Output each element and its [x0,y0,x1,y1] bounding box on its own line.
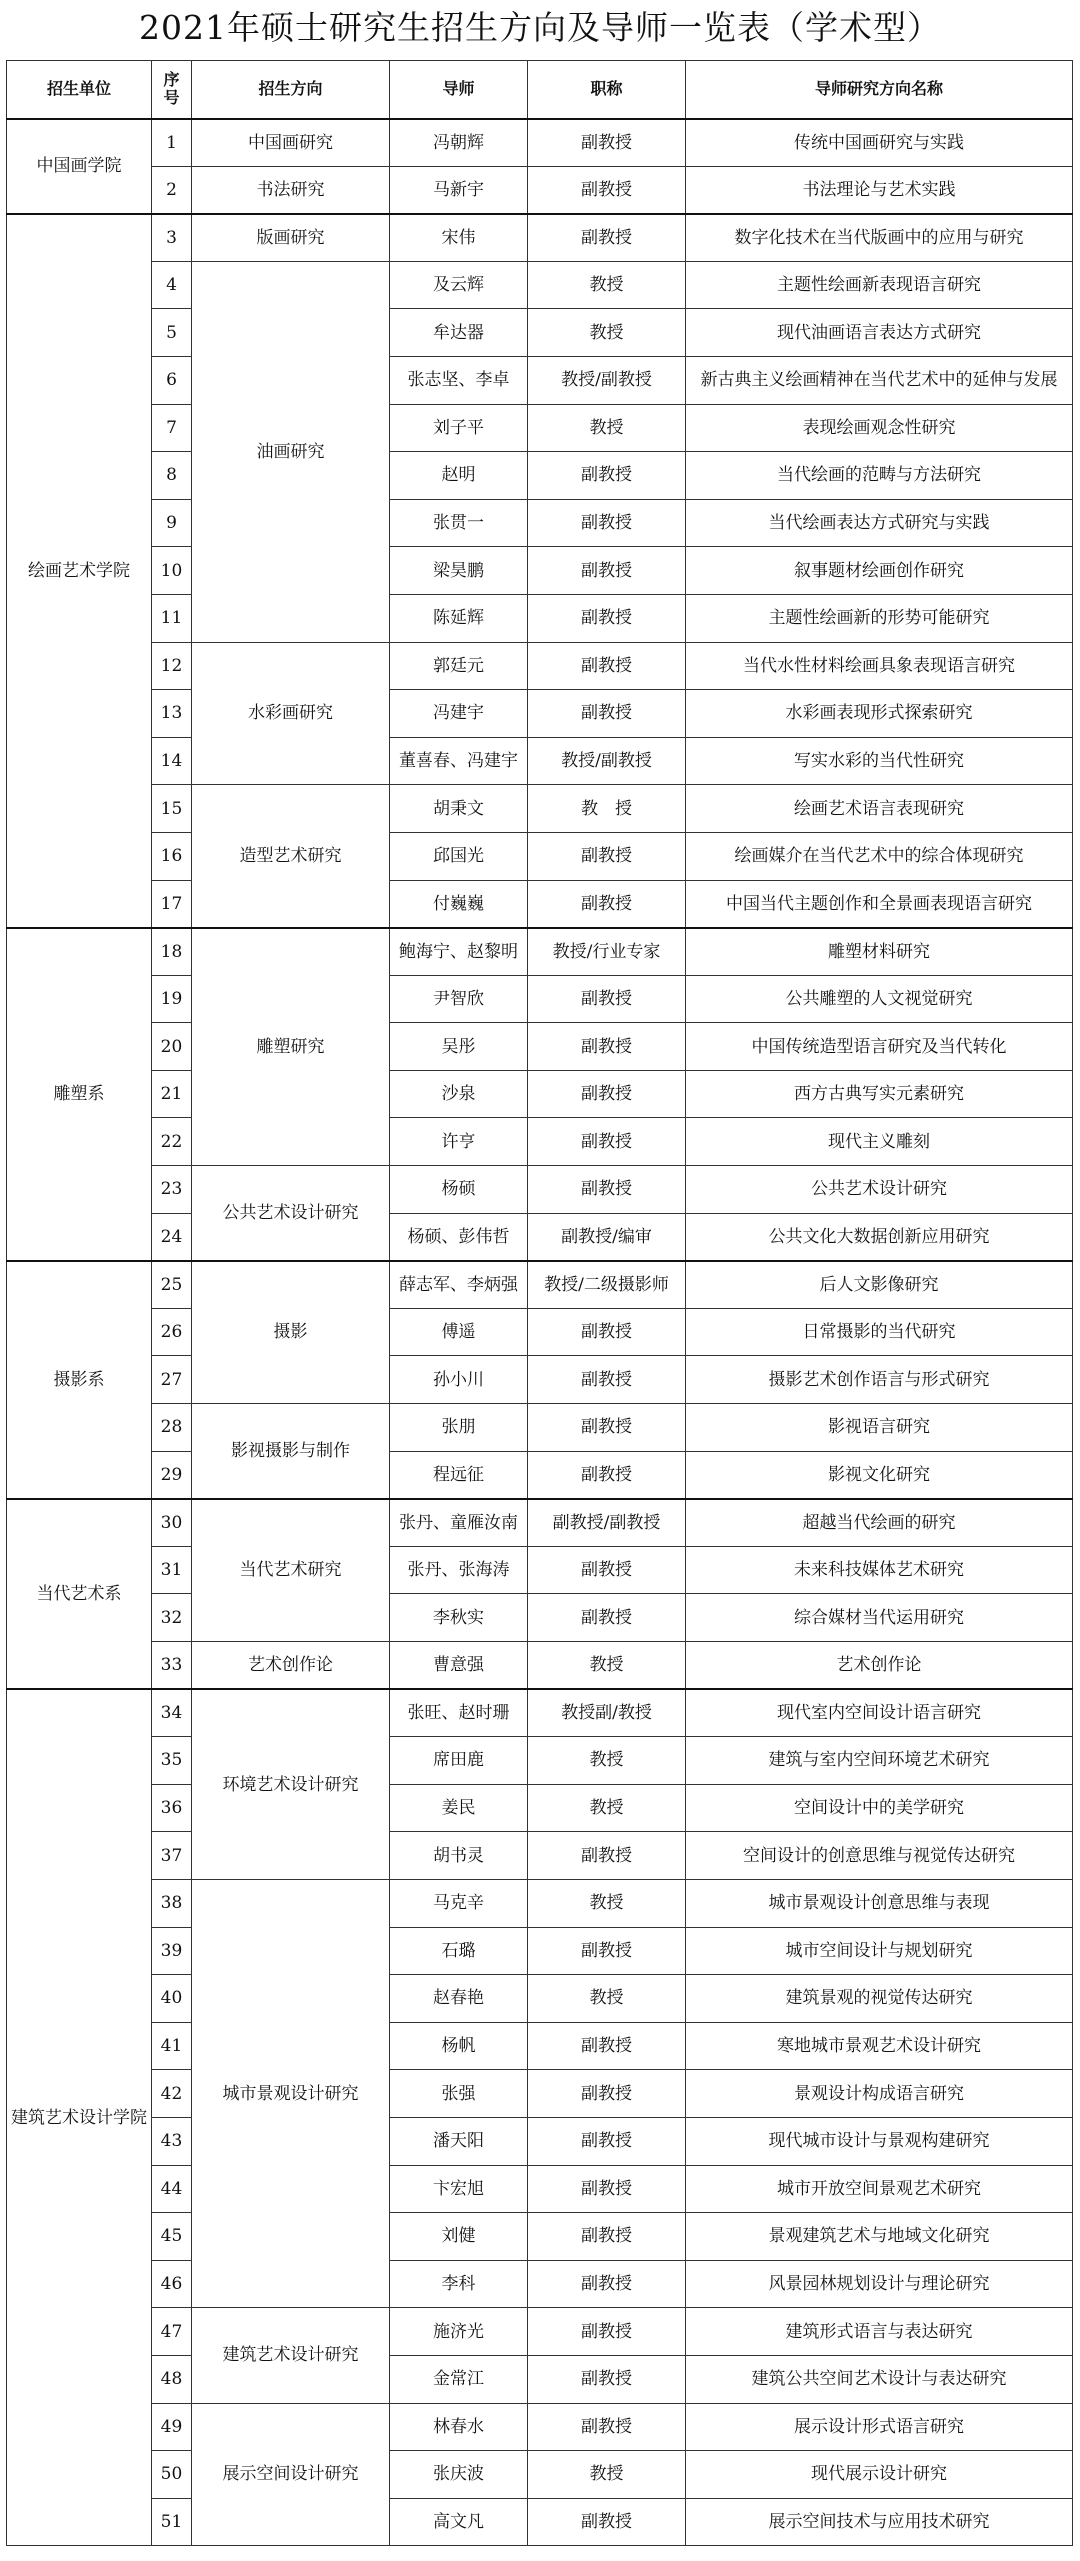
seq-cell: 31 [152,1546,192,1594]
direction-cell: 摄影 [192,1261,390,1404]
table-row [7,309,1073,357]
table-row [7,1689,1073,1737]
rank-cell: 副教授 [528,2213,686,2261]
rank-cell: 副教授 [528,2403,686,2451]
rank-cell: 副教授 [528,1166,686,1214]
seq-cell: 38 [152,1879,192,1927]
seq-cell: 36 [152,1784,192,1832]
seq-cell: 6 [152,356,192,404]
advisor-cell: 卞宏旭 [390,2165,528,2213]
seq-cell: 19 [152,975,192,1023]
advisor-cell: 赵春艳 [390,1975,528,2023]
research-cell: 现代室内空间设计语言研究 [686,1689,1073,1737]
advisor-cell: 沙泉 [390,1070,528,1118]
seq-cell: 18 [152,928,192,976]
rank-cell: 副教授 [528,2117,686,2165]
table-row [7,1784,1073,1832]
seq-cell: 32 [152,1594,192,1642]
rank-cell: 教授/行业专家 [528,928,686,976]
table-row [7,214,1073,262]
research-cell: 表现绘画观念性研究 [686,404,1073,452]
research-cell: 数字化技术在当代版画中的应用与研究 [686,214,1073,262]
seq-cell: 14 [152,737,192,785]
advisor-cell: 李科 [390,2260,528,2308]
advisor-cell: 张丹、张海涛 [390,1546,528,1594]
advisor-cell: 潘天阳 [390,2117,528,2165]
research-cell: 摄影艺术创作语言与形式研究 [686,1356,1073,1404]
advisor-cell: 薛志军、李炳强 [390,1261,528,1309]
research-cell: 书法理论与艺术实践 [686,166,1073,214]
table-row [7,928,1073,976]
seq-cell: 9 [152,499,192,547]
table-row [7,1594,1073,1642]
rank-cell: 副教授 [528,880,686,928]
seq-cell: 1 [152,119,192,167]
seq-cell: 50 [152,2451,192,2499]
seq-cell: 11 [152,594,192,642]
rank-cell: 副教授 [528,1308,686,1356]
seq-cell: 28 [152,1404,192,1452]
rank-cell: 副教授 [528,690,686,738]
seq-cell: 29 [152,1451,192,1499]
rank-cell: 副教授 [528,832,686,880]
rank-cell: 教授副/教授 [528,1689,686,1737]
research-cell: 水彩画表现形式探索研究 [686,690,1073,738]
advisor-cell: 张强 [390,2070,528,2118]
advisor-cell: 尹智欣 [390,975,528,1023]
research-cell: 叙事题材绘画创作研究 [686,547,1073,595]
seq-cell: 23 [152,1166,192,1214]
rank-cell: 副教授 [528,1927,686,1975]
seq-cell: 42 [152,2070,192,2118]
advisor-cell: 李秋实 [390,1594,528,1642]
seq-cell: 49 [152,2403,192,2451]
research-cell: 绘画艺术语言表现研究 [686,785,1073,833]
research-cell: 当代绘画的范畴与方法研究 [686,452,1073,500]
table-row [7,1118,1073,1166]
rank-cell: 副教授/副教授 [528,1499,686,1547]
research-cell: 绘画媒介在当代艺术中的综合体现研究 [686,832,1073,880]
rank-cell: 副教授 [528,1023,686,1071]
direction-cell: 建筑艺术设计研究 [192,2308,390,2403]
research-cell: 当代水性材料绘画具象表现语言研究 [686,642,1073,690]
advisor-cell: 傅遥 [390,1308,528,1356]
rank-cell: 副教授 [528,214,686,262]
research-cell: 风景园林规划设计与理论研究 [686,2260,1073,2308]
rank-cell: 教授/二级摄影师 [528,1261,686,1309]
advisor-cell: 施济光 [390,2308,528,2356]
header-seq: 序号 [152,61,192,119]
research-cell: 中国当代主题创作和全景画表现语言研究 [686,880,1073,928]
table-row [7,594,1073,642]
rank-cell: 副教授 [528,2355,686,2403]
rank-cell: 副教授/编审 [528,1213,686,1261]
table-row [7,1451,1073,1499]
seq-cell: 25 [152,1261,192,1309]
research-cell: 建筑形式语言与表达研究 [686,2308,1073,2356]
direction-cell: 城市景观设计研究 [192,1879,390,2307]
table-row [7,166,1073,214]
seq-cell: 24 [152,1213,192,1261]
research-cell: 后人文影像研究 [686,1261,1073,1309]
research-cell: 城市开放空间景观艺术研究 [686,2165,1073,2213]
rank-cell: 教授 [528,261,686,309]
seq-cell: 21 [152,1070,192,1118]
table-row [7,2117,1073,2165]
seq-cell: 46 [152,2260,192,2308]
research-cell: 现代主义雕刻 [686,1118,1073,1166]
advisor-cell: 石璐 [390,1927,528,1975]
seq-cell: 12 [152,642,192,690]
table-row [7,2213,1073,2261]
research-cell: 现代油画语言表达方式研究 [686,309,1073,357]
research-cell: 展示设计形式语言研究 [686,2403,1073,2451]
advisor-cell: 马新宇 [390,166,528,214]
advisor-cell: 高文凡 [390,2498,528,2546]
seq-cell: 30 [152,1499,192,1547]
research-cell: 寒地城市景观艺术设计研究 [686,2022,1073,2070]
direction-cell: 书法研究 [192,166,390,214]
unit-cell: 中国画学院 [7,119,152,214]
seq-cell: 26 [152,1308,192,1356]
research-cell: 当代绘画表达方式研究与实践 [686,499,1073,547]
rank-cell: 副教授 [528,452,686,500]
table-row [7,1261,1073,1309]
seq-cell: 27 [152,1356,192,1404]
rank-cell: 副教授 [528,594,686,642]
table-row [7,642,1073,690]
rank-cell: 副教授 [528,119,686,167]
seq-cell: 44 [152,2165,192,2213]
research-cell: 传统中国画研究与实践 [686,119,1073,167]
research-cell: 建筑公共空间艺术设计与表达研究 [686,2355,1073,2403]
research-cell: 空间设计的创意思维与视觉传达研究 [686,1832,1073,1880]
rank-cell: 副教授 [528,1832,686,1880]
seq-cell: 15 [152,785,192,833]
table-row [7,2403,1073,2451]
rank-cell: 副教授 [528,1070,686,1118]
research-cell: 公共艺术设计研究 [686,1166,1073,1214]
table-row [7,1975,1073,2023]
advisor-cell: 胡书灵 [390,1832,528,1880]
advisor-cell: 姜民 [390,1784,528,1832]
advisor-cell: 张旺、赵时珊 [390,1689,528,1737]
research-cell: 雕塑材料研究 [686,928,1073,976]
table-row [7,2355,1073,2403]
advisor-cell: 张庆波 [390,2451,528,2499]
rank-cell: 副教授 [528,1594,686,1642]
seq-cell: 22 [152,1118,192,1166]
rank-cell: 教授 [528,1642,686,1690]
direction-cell: 水彩画研究 [192,642,390,785]
table-row [7,2070,1073,2118]
seq-cell: 2 [152,166,192,214]
advisor-cell: 张贯一 [390,499,528,547]
table-row [7,1546,1073,1594]
rank-cell: 副教授 [528,642,686,690]
rank-cell: 副教授 [528,1118,686,1166]
rank-cell: 副教授 [528,2165,686,2213]
rank-cell: 副教授 [528,1546,686,1594]
rank-cell: 教授 [528,1737,686,1785]
seq-cell: 48 [152,2355,192,2403]
table-row [7,690,1073,738]
research-cell: 西方古典写实元素研究 [686,1070,1073,1118]
research-cell: 影视语言研究 [686,1404,1073,1452]
header-rank: 职称 [528,61,686,119]
seq-cell: 5 [152,309,192,357]
direction-cell: 造型艺术研究 [192,785,390,928]
advisor-cell: 陈延辉 [390,594,528,642]
research-cell: 建筑景观的视觉传达研究 [686,1975,1073,2023]
advisor-cell: 张志坚、李卓 [390,356,528,404]
advisor-cell: 孙小川 [390,1356,528,1404]
table-row [7,1308,1073,1356]
rank-cell: 副教授 [528,1404,686,1452]
unit-cell: 绘画艺术学院 [7,214,152,928]
direction-cell: 中国画研究 [192,119,390,167]
table-body [7,119,1073,2546]
advisor-cell: 刘子平 [390,404,528,452]
table-row [7,2308,1073,2356]
seq-cell: 33 [152,1642,192,1690]
rank-cell: 副教授 [528,499,686,547]
advisor-cell: 席田鹿 [390,1737,528,1785]
advisor-cell: 曹意强 [390,1642,528,1690]
research-cell: 公共文化大数据创新应用研究 [686,1213,1073,1261]
advisor-cell: 冯朝辉 [390,119,528,167]
advisor-table [6,60,1073,2546]
research-cell: 现代展示设计研究 [686,2451,1073,2499]
research-cell: 艺术创作论 [686,1642,1073,1690]
rank-cell: 教 授 [528,785,686,833]
direction-cell: 雕塑研究 [192,928,390,1166]
table-row [7,404,1073,452]
research-cell: 城市景观设计创意思维与表现 [686,1879,1073,1927]
seq-cell: 51 [152,2498,192,2546]
rank-cell: 教授 [528,1879,686,1927]
advisor-cell: 董喜春、冯建宇 [390,737,528,785]
rank-cell: 副教授 [528,1356,686,1404]
seq-cell: 45 [152,2213,192,2261]
research-cell: 空间设计中的美学研究 [686,1784,1073,1832]
rank-cell: 教授/副教授 [528,356,686,404]
table-row [7,2260,1073,2308]
seq-cell: 43 [152,2117,192,2165]
header-unit: 招生单位 [7,61,152,119]
rank-cell: 教授 [528,1784,686,1832]
table-row [7,785,1073,833]
research-cell: 建筑与室内空间环境艺术研究 [686,1737,1073,1785]
direction-cell: 当代艺术研究 [192,1499,390,1642]
rank-cell: 教授 [528,2451,686,2499]
table-row [7,261,1073,309]
page-title: 2021年硕士研究生招生方向及导师一览表（学术型） [139,8,941,47]
direction-cell: 版画研究 [192,214,390,262]
rank-cell: 教授 [528,309,686,357]
seq-cell: 47 [152,2308,192,2356]
table-row [7,1642,1073,1690]
research-cell: 日常摄影的当代研究 [686,1308,1073,1356]
seq-cell: 13 [152,690,192,738]
table-row [7,737,1073,785]
rank-cell: 教授 [528,1975,686,2023]
table-row [7,1927,1073,1975]
seq-cell: 16 [152,832,192,880]
research-cell: 中国传统造型语言研究及当代转化 [686,1023,1073,1071]
advisor-cell: 杨帆 [390,2022,528,2070]
seq-cell: 40 [152,1975,192,2023]
rank-cell: 副教授 [528,2022,686,2070]
advisor-cell: 程远征 [390,1451,528,1499]
rank-cell: 副教授 [528,1451,686,1499]
advisor-cell: 张丹、童雁汝南 [390,1499,528,1547]
rank-cell: 副教授 [528,166,686,214]
rank-cell: 副教授 [528,2308,686,2356]
direction-cell: 油画研究 [192,261,390,642]
advisor-cell: 及云辉 [390,261,528,309]
research-cell: 超越当代绘画的研究 [686,1499,1073,1547]
advisor-cell: 胡秉文 [390,785,528,833]
table-row [7,1404,1073,1452]
table-row [7,1879,1073,1927]
advisor-cell: 宋伟 [390,214,528,262]
seq-cell: 34 [152,1689,192,1737]
table-row [7,1356,1073,1404]
unit-cell: 当代艺术系 [7,1499,152,1689]
table-row [7,1737,1073,1785]
header-direction: 招生方向 [192,61,390,119]
seq-cell: 41 [152,2022,192,2070]
unit-cell: 建筑艺术设计学院 [7,1689,152,2546]
advisor-cell: 吴彤 [390,1023,528,1071]
table-row [7,499,1073,547]
table-row [7,2498,1073,2546]
table-row [7,832,1073,880]
table-row [7,880,1073,928]
advisor-cell: 许亨 [390,1118,528,1166]
seq-cell: 4 [152,261,192,309]
table-row [7,1832,1073,1880]
rank-cell: 副教授 [528,2070,686,2118]
seq-cell: 3 [152,214,192,262]
rank-cell: 副教授 [528,975,686,1023]
header-research: 导师研究方向名称 [686,61,1073,119]
table-row [7,975,1073,1023]
research-cell: 新古典主义绘画精神在当代艺术中的延伸与发展 [686,356,1073,404]
rank-cell: 教授 [528,404,686,452]
table-row [7,119,1073,167]
research-cell: 公共雕塑的人文视觉研究 [686,975,1073,1023]
advisor-cell: 杨硕、彭伟哲 [390,1213,528,1261]
table-row [7,547,1073,595]
table-row [7,1166,1073,1214]
advisor-cell: 牟达器 [390,309,528,357]
research-cell: 展示空间技术与应用技术研究 [686,2498,1073,2546]
advisor-cell: 林春水 [390,2403,528,2451]
research-cell: 主题性绘画新表现语言研究 [686,261,1073,309]
header-advisor: 导师 [390,61,528,119]
table-row [7,2165,1073,2213]
unit-cell: 摄影系 [7,1261,152,1499]
advisor-cell: 冯建宇 [390,690,528,738]
seq-cell: 35 [152,1737,192,1785]
research-cell: 影视文化研究 [686,1451,1073,1499]
seq-cell: 20 [152,1023,192,1071]
table-row [7,2022,1073,2070]
seq-cell: 7 [152,404,192,452]
table-row [7,2451,1073,2499]
advisor-cell: 付巍巍 [390,880,528,928]
table-row [7,1070,1073,1118]
table-row [7,452,1073,500]
rank-cell: 副教授 [528,2260,686,2308]
research-cell: 景观建筑艺术与地域文化研究 [686,2213,1073,2261]
advisor-cell: 张朋 [390,1404,528,1452]
table-row [7,1499,1073,1547]
unit-cell: 雕塑系 [7,928,152,1261]
research-cell: 主题性绘画新的形势可能研究 [686,594,1073,642]
direction-cell: 环境艺术设计研究 [192,1689,390,1879]
advisor-cell: 郭廷元 [390,642,528,690]
research-cell: 综合媒材当代运用研究 [686,1594,1073,1642]
advisor-cell: 梁昊鹏 [390,547,528,595]
research-cell: 写实水彩的当代性研究 [686,737,1073,785]
direction-cell: 影视摄影与制作 [192,1404,390,1499]
seq-cell: 37 [152,1832,192,1880]
direction-cell: 展示空间设计研究 [192,2403,390,2546]
table-row [7,356,1073,404]
table-row [7,1023,1073,1071]
advisor-cell: 赵明 [390,452,528,500]
advisor-cell: 金常江 [390,2355,528,2403]
research-cell: 城市空间设计与规划研究 [686,1927,1073,1975]
rank-cell: 教授/副教授 [528,737,686,785]
direction-cell: 艺术创作论 [192,1642,390,1690]
advisor-cell: 马克辛 [390,1879,528,1927]
advisor-cell: 邱国光 [390,832,528,880]
advisor-cell: 鲍海宁、赵黎明 [390,928,528,976]
table-row [7,1213,1073,1261]
seq-cell: 17 [152,880,192,928]
advisor-cell: 杨硕 [390,1166,528,1214]
table-header-row [7,61,1073,119]
rank-cell: 副教授 [528,547,686,595]
research-cell: 景观设计构成语言研究 [686,2070,1073,2118]
rank-cell: 副教授 [528,2498,686,2546]
seq-cell: 8 [152,452,192,500]
research-cell: 未来科技媒体艺术研究 [686,1546,1073,1594]
direction-cell: 公共艺术设计研究 [192,1166,390,1261]
research-cell: 现代城市设计与景观构建研究 [686,2117,1073,2165]
seq-cell: 10 [152,547,192,595]
advisor-cell: 刘健 [390,2213,528,2261]
seq-cell: 39 [152,1927,192,1975]
